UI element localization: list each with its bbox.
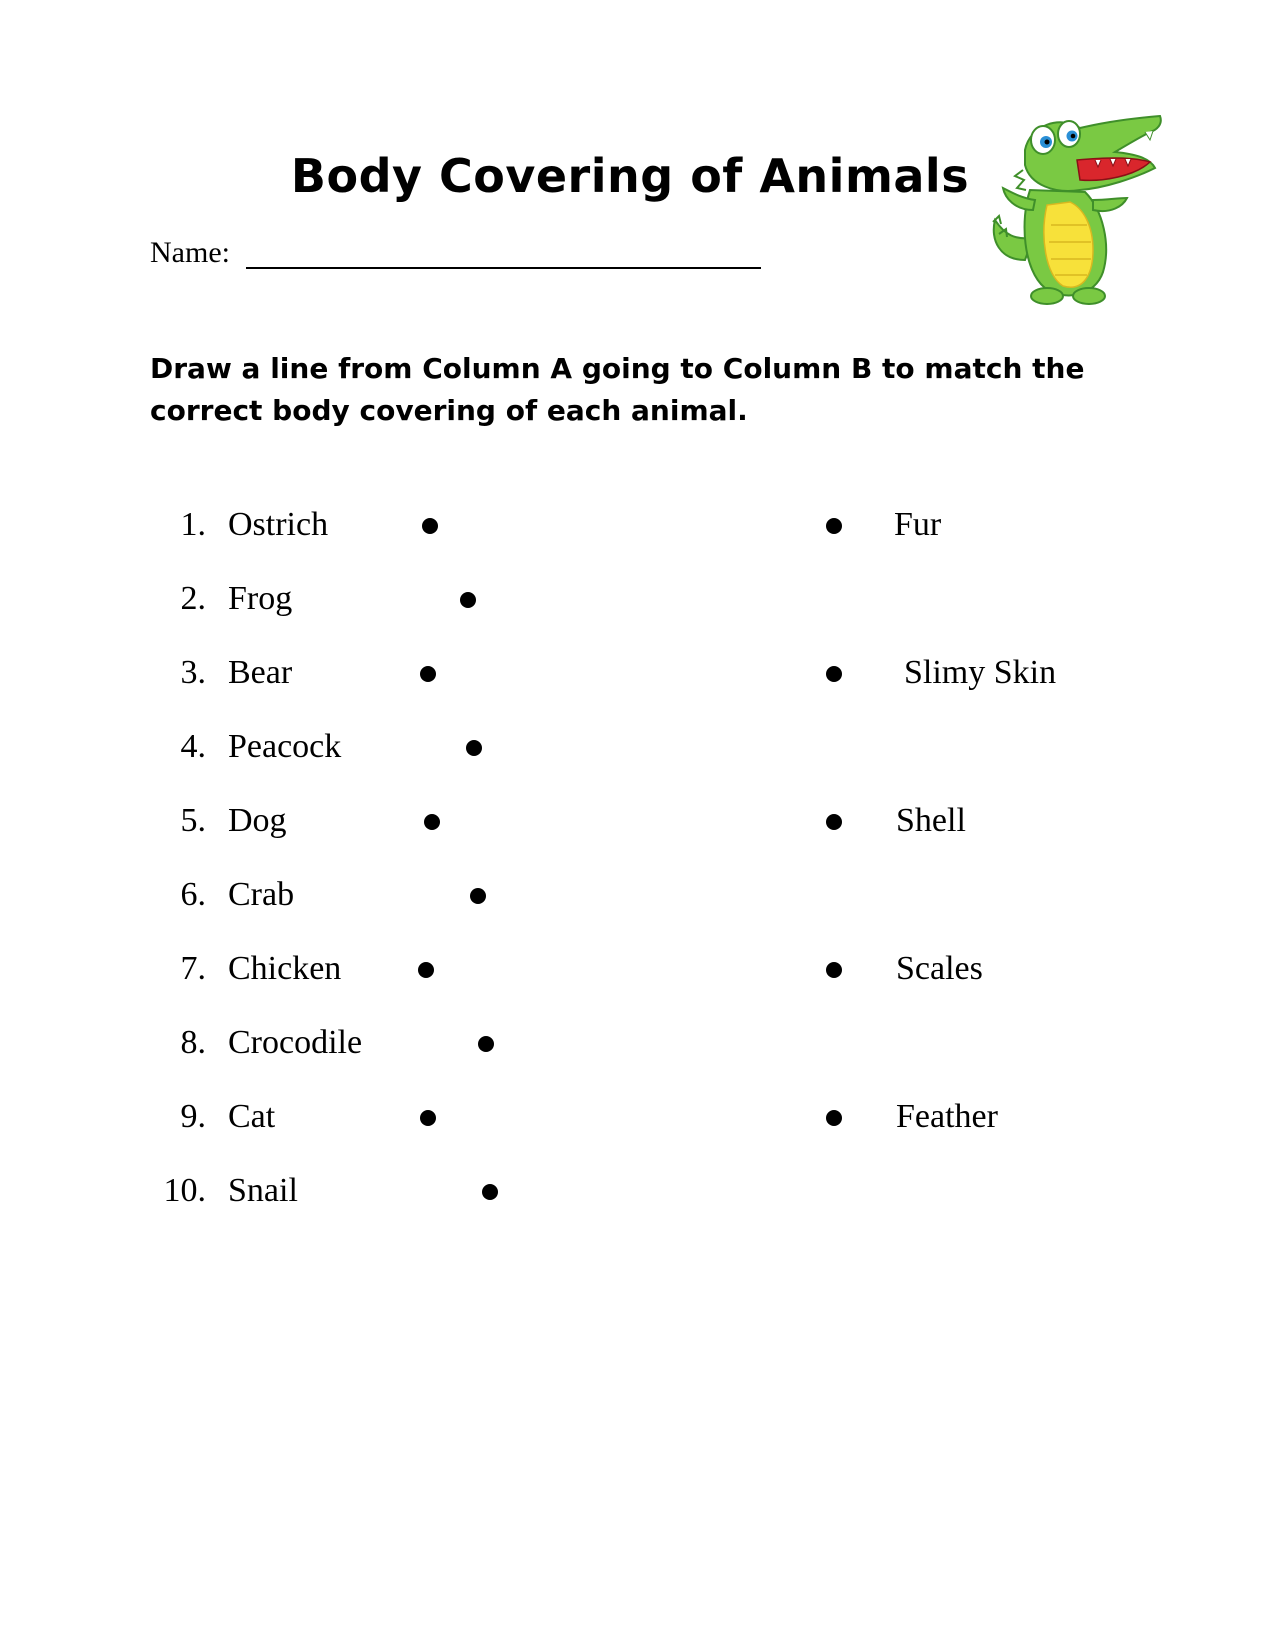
match-dot[interactable] xyxy=(478,1036,494,1052)
match-dot[interactable] xyxy=(420,666,436,682)
covering-label: Fur xyxy=(894,506,942,543)
match-dot[interactable] xyxy=(826,962,842,978)
item-number: 5. xyxy=(180,802,206,839)
item-number: 7. xyxy=(180,950,206,987)
instructions-text: Draw a line from Column A going to Column B to match the correct body covering of each animal. xyxy=(150,352,1085,427)
item-number: 6. xyxy=(180,876,206,913)
covering-label: Feather xyxy=(896,1098,998,1135)
match-dot[interactable] xyxy=(826,518,842,534)
match-dot[interactable] xyxy=(460,592,476,608)
match-dot[interactable] xyxy=(420,1110,436,1126)
animal-label: Cat xyxy=(228,1098,276,1135)
worksheet-title: Body Covering of Animals xyxy=(290,149,970,203)
animal-label: Peacock xyxy=(228,728,342,765)
item-number: 1. xyxy=(180,506,206,543)
match-dot[interactable] xyxy=(470,888,486,904)
animal-label: Snail xyxy=(228,1172,298,1209)
match-dot[interactable] xyxy=(826,666,842,682)
match-dot[interactable] xyxy=(466,740,482,756)
animal-label: Frog xyxy=(228,580,293,617)
item-number: 9. xyxy=(180,1098,206,1135)
crocodile-cartoon-icon xyxy=(985,110,1170,310)
name-blank-line[interactable] xyxy=(246,267,761,269)
animal-label: Crocodile xyxy=(228,1024,363,1061)
animal-label: Bear xyxy=(228,654,293,691)
match-dot[interactable] xyxy=(482,1184,498,1200)
match-dot[interactable] xyxy=(424,814,440,830)
item-number: 2. xyxy=(180,580,206,617)
animal-label: Chicken xyxy=(228,950,342,987)
match-dot[interactable] xyxy=(418,962,434,978)
item-number: 3. xyxy=(180,654,206,691)
covering-label: Slimy Skin xyxy=(904,654,1057,691)
item-number: 8. xyxy=(180,1024,206,1061)
covering-label: Scales xyxy=(896,950,983,987)
item-number: 4. xyxy=(180,728,206,765)
item-number: 10. xyxy=(163,1172,206,1209)
match-dot[interactable] xyxy=(422,518,438,534)
animal-label: Dog xyxy=(228,802,287,839)
match-dot[interactable] xyxy=(826,1110,842,1126)
covering-label: Shell xyxy=(896,802,966,839)
animal-label: Ostrich xyxy=(228,506,329,543)
animal-label: Crab xyxy=(228,876,295,913)
match-dot[interactable] xyxy=(826,814,842,830)
name-label: Name: xyxy=(150,236,230,269)
